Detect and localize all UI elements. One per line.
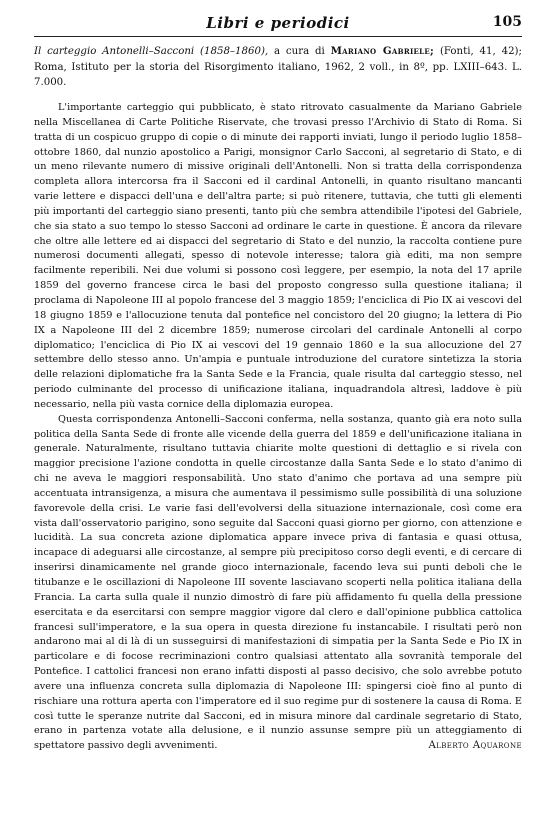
citation-editor-prefix: a cura di [274, 46, 325, 57]
header-rule [34, 36, 522, 37]
citation-publication-details: 42); Roma, Istituto per la storia del Risorgimento italiano, 1962, 2 voll., in 8º, pp. LXIII–643. L. 7.000. [34, 46, 522, 89]
review-paragraph-1: L'importante carteggio qui pubblicato, è stato ritrovato casualmente da Mariano Gabriele nella Miscellanea di Carte Politiche Riservate, che trovasi presso l'Archivio di Stato di Roma. Si tratta di un cospicuo gruppo di copie o di minute dei rapporti inviati, lungo il periodo luglio 1858–ottobre 1860, dal nunzio apostolico a Parigi, monsignor Carlo Sacconi, al segretario di Stato, e di un meno rilevante numero di missive originali dell'Antonelli. Non si tratta della corrispondenza completa allora intercorsa fra il Sacconi ed il cardinal Antonelli, in quanto risultano mancanti varie lettere e dispacci dell'una e dell'altra parte; si può ritenere, tuttavia, che tutti gli elementi più importanti del carteggio siano presenti, tanto più che sembra attendibile l'ipotesi del Gabriele, che sia stato a suo tempo lo stesso Sacconi ad ordinare le carte in questione. È ancora da rilevare che oltre alle lettere ed ai dispacci del segretario di Stato e del nunzio, la raccolta contiene pure numerosi documenti allegati, spesso di notevole interesse; talora già editi, ma non sempre facilmente reperibili. Nei due volumi si possono così leggere, per esempio, la nota del 17 aprile 1859 del governo francese circa le basi del proposto congresso sulla questione italiana; il proclama di Napoleone III al popolo francese del 3 maggio 1859; l'enciclica di Pio IX ai vescovi del 18 giugno 1859 e l'allocuzione tenuta dal pontefice nel concistoro del 20 giugno; la lettera di Pio IX a Napoleone III del 2 dicembre 1859; numerose circolari del cardinale Antonelli al corpo diplomatico; l'enciclica di Pio IX ai vescovi del 19 gennaio 1860 e la sua allocuzione del 27 settembre dello stesso anno. Un'ampia e puntuale introduzione del curatore sintetizza la storia delle relazioni diplomatiche fra la Santa Sede e la Francia, quale risulta dal carteggio stesso, nel periodo culminante del processo di unificazione italiana, inquadrandola altresì, laddove è più necessario, nella più vasta cornice della diplomazia europea. [34, 102, 522, 410]
citation-editor-name: Mariano Gabriele; [330, 45, 435, 57]
review-author-signature: Alberto Aquarone [428, 740, 522, 751]
citation-title: Il carteggio Antonelli–Sacconi (1858–1860), [34, 46, 269, 57]
book-citation [34, 44, 522, 91]
header-title: Libri e periodici [206, 14, 350, 32]
citation-series: (Fonti, 41, [439, 46, 496, 57]
running-header [34, 14, 522, 36]
review-paragraph-2: Questa corrispondenza Antonelli–Sacconi conferma, nella sostanza, quanto già era noto sulla politica della Santa Sede di fronte alle vicende della guerra del 1859 e dell'unificazione italiana in generale. Naturalmente, risultano tuttavia chiarite molte questioni di dettaglio e si rivela con maggior precisione l'azione condotta in quelle circostanze dalla Santa Sede e lo stato d'animo di chi ne aveva le maggiori responsabilità. Uno stato d'animo che portava ad una sempre più accentuata intransigenza, a misura che aumentava il pessimismo sulle possibilità di una soluzione favorevole della crisi. Le varie fasi dell'evolversi della situazione internazionale, così come era vista dall'osservatorio parigino, sono seguite dal Sacconi quasi giorno per giorno, con attenzione e lucidità. La sua concreta azione diplomatica appare invece priva di fantasia e quasi ottusa, incapace di adeguarsi alle circostanze, al sempre più precipitoso corso degli eventi, e di cercare di inserirsi dinamicamente nel grande gioco internazionale, facendo leva sui punti deboli che le titubanze e le oscillazioni di Napoleone III sovente lasciavano scoperti nella politica italiana della Francia. La carta sulla quale il nunzio dimostrò di fare più affidamento fu quella della pressione esercitata e da esercitarsi con sempre maggior vigore dal clero e dall'opinione pubblica cattolica francesi sull'imperatore, e la sua opera in questa direzione fu instancabile. I risultati però non andarono mai al di là di un susseguirsi di manifestazioni di simpatia per la Santa Sede e Pio IX in particolare e di focose recriminazioni contro qualsiasi attentato alla sovranità temporale del Pontefice. I cattolici francesi non erano infatti disposti al passo decisivo, che solo avrebbe potuto avere una influenza concreta sulla diplomazia di Napoleone III: spingersi cioè fino al punto di rischiare una rottura aperta con l'imperatore ed il suo regime pur di sostenere la causa di Roma. E così tutte le speranze nutrite dal Sacconi, ed in misura minore dal cardinale segretario di Stato, erano in partenza votate alla delusione, e il nunzio assunse sempre più un atteggiamento di spettatore passivo degli avvenimenti. [34, 413, 522, 752]
page-number: 105 [492, 14, 522, 30]
review-body [34, 101, 522, 754]
